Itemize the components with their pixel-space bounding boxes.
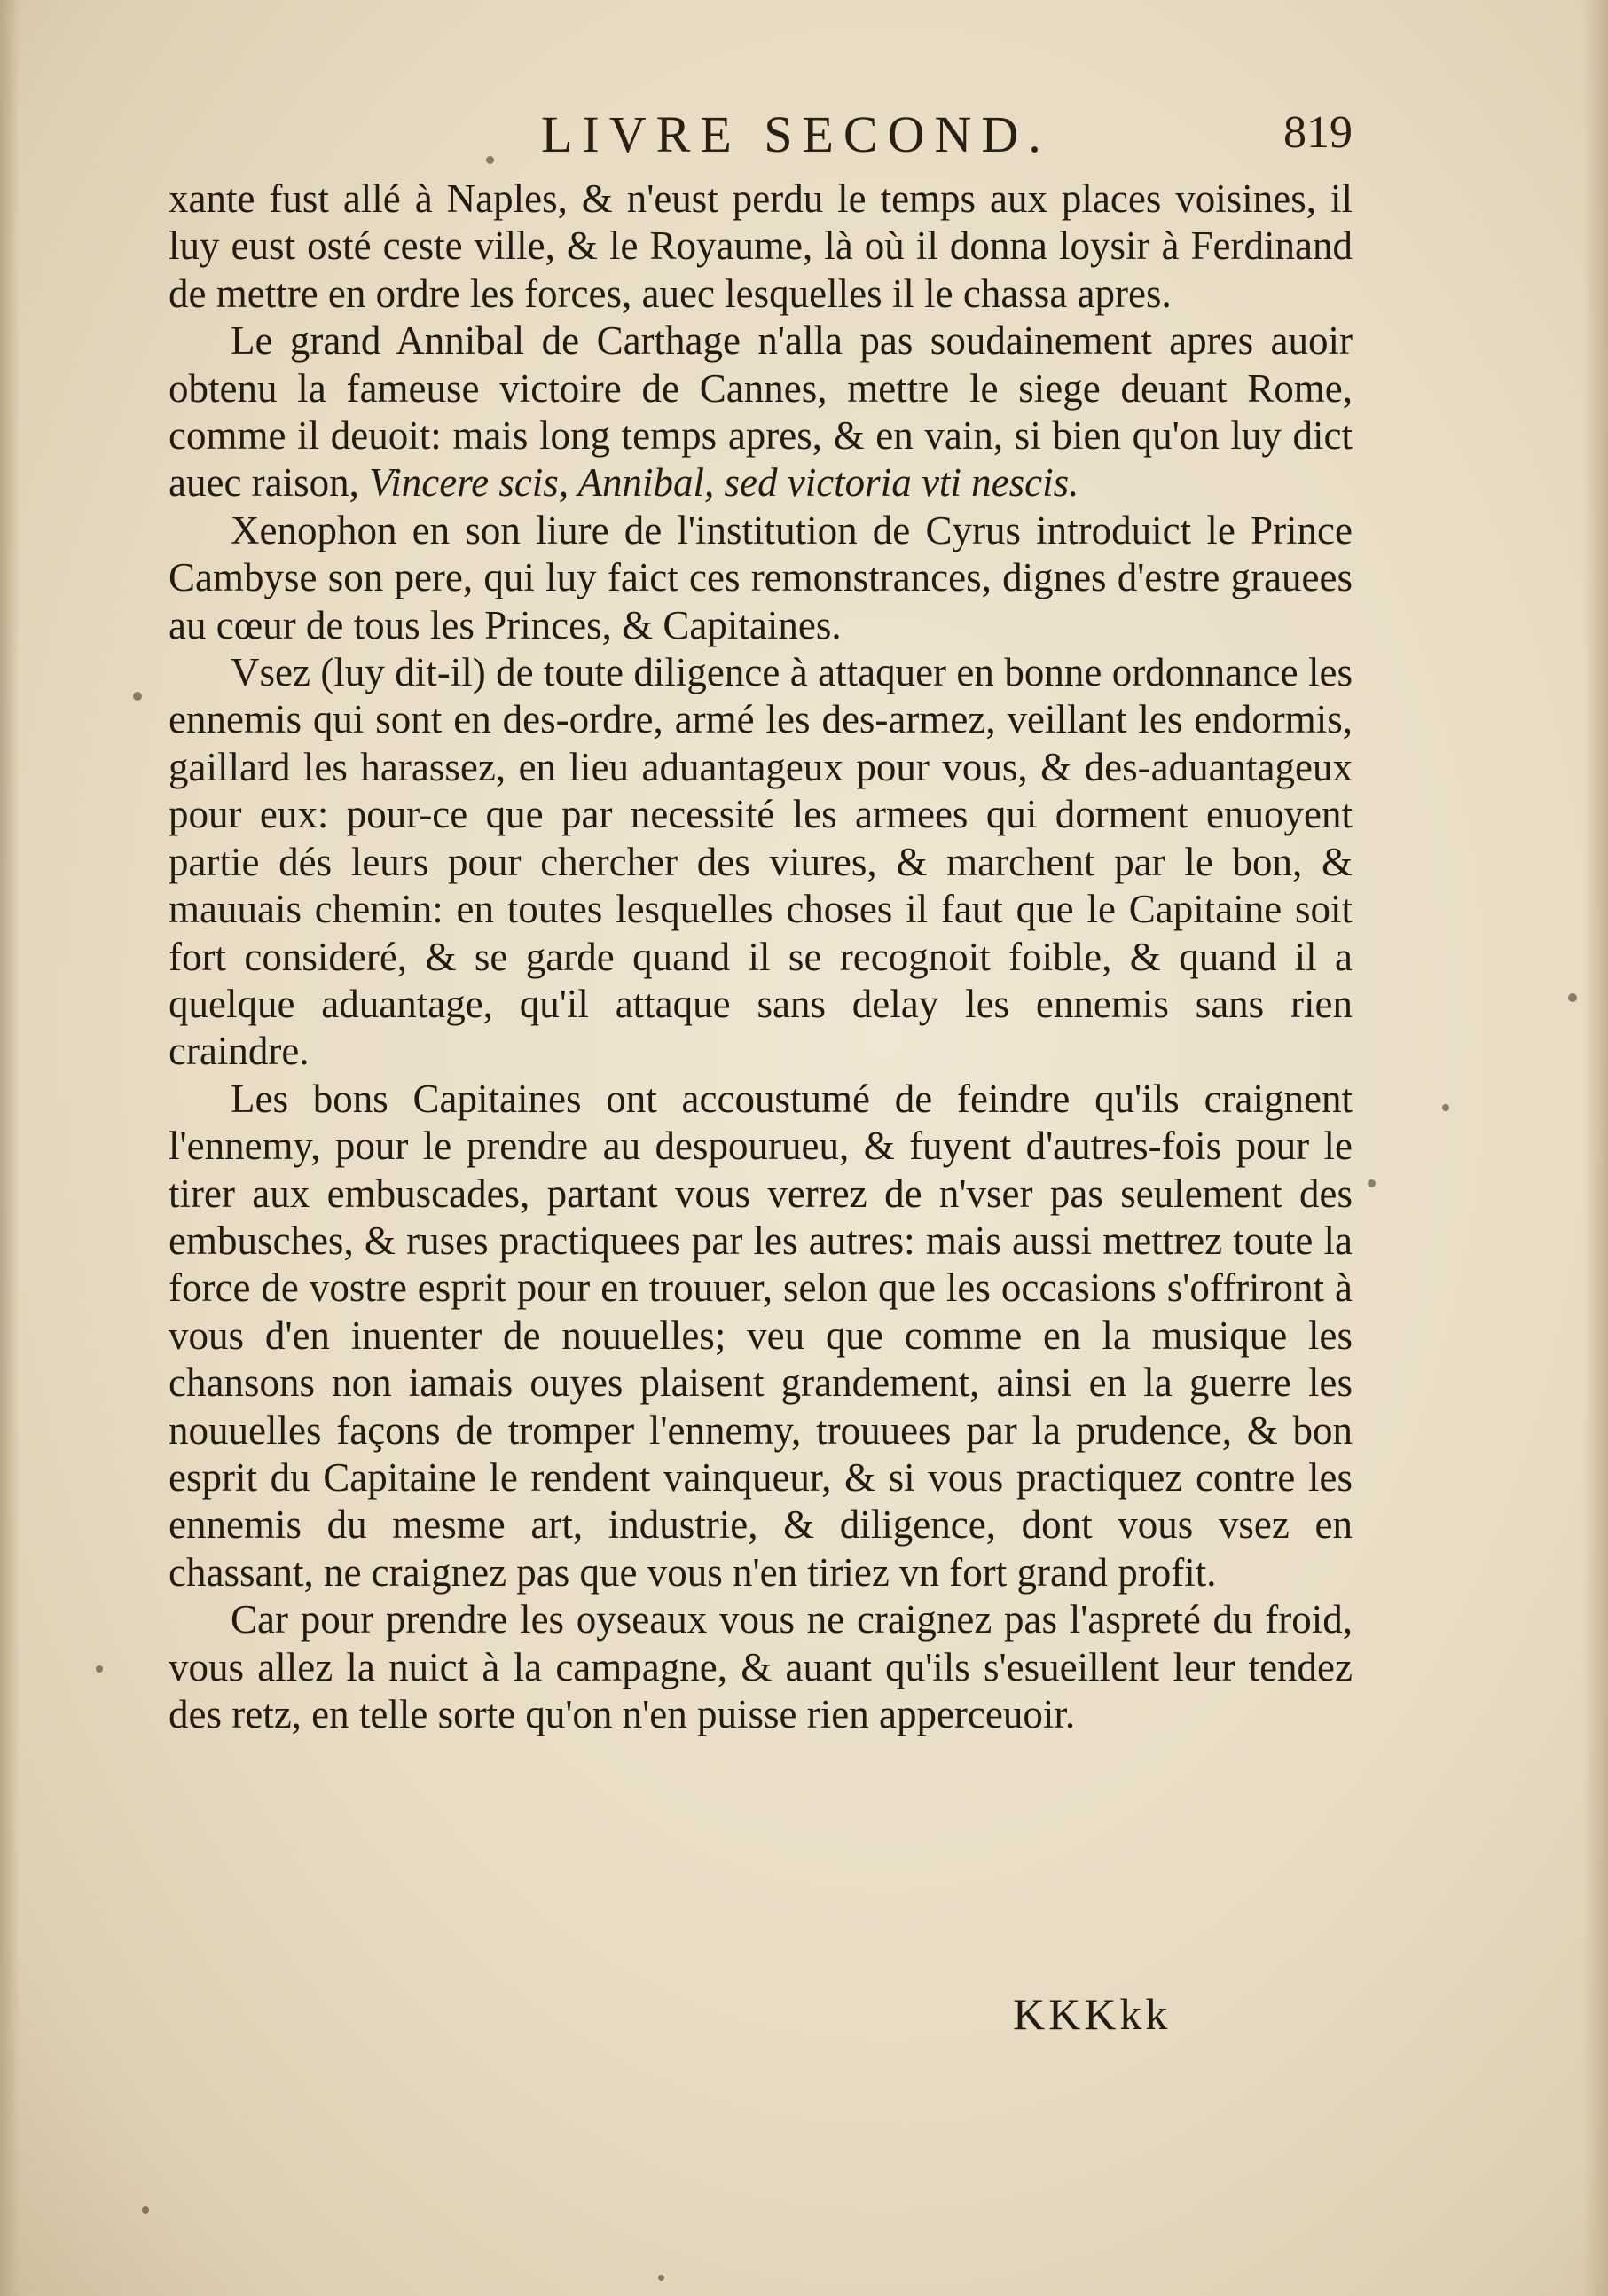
- foxing-speck: [1568, 993, 1577, 1002]
- text-segment: Les bons Capitaines ont accoustumé de feindre qu'ils craignent l'ennemy, pour le prendre au despourueu, & fuyent d'autres-fois pour le tirer aux embuscades, partant vous verrez de n'vser pas seulement des embusches, & ruses practiquees par les autres: mais aussi mettrez toute la force de vostre esprit pour en trouuer, selon que les occasions s'offriront à vous d'en inuenter de nouuelles; veu que comme en la musique les chansons non iamais ouyes plaisent grandement, ainsi en la guerre les nouuelles façons de tromper l'ennemy, trouuees par la prudence, & bon esprit du Capitaine le rendent vainqueur, & si vous practiquez contre les ennemis du mesme art, industrie, & diligence, dont vous vsez en chassant, ne craignez pas que vous n'en tiriez vn fort grand profit.: [169, 1076, 1353, 1595]
- paragraph: [169, 649, 1353, 1076]
- page-edge-shadow-right: [1583, 0, 1608, 2296]
- paragraph: [169, 317, 1353, 507]
- foxing-speck: [142, 2206, 149, 2214]
- paragraph: [169, 507, 1353, 649]
- text-segment: xante fust allé à Naples, & n'eust perdu le temps aux places voisines, il luy eust osté ceste ville, & le Royaume, là où il donna loysir à Ferdinand de mettre en ordre les forces, auec lesquelles il le chassa apres.: [169, 176, 1353, 316]
- foxing-speck: [658, 2275, 664, 2281]
- foxing-speck: [1442, 1104, 1449, 1111]
- latin-quotation: Vincere scis, Annibal, sed victoria vti nescis.: [369, 460, 1079, 505]
- text-segment: Le grand Annibal de Carthage n'alla pas soudainement apres auoir obtenu la fameuse victoire de Cannes, mettre le siege deuant Rome, comme il deuoit: mais long temps apres, & en vain, si bien qu'on luy dict auec raison,: [169, 318, 1353, 505]
- text-segment: Xenophon en son liure de l'institution de Cyrus introduict le Prince Cambyse son pere, qui luy faict ces remonstrances, dignes d'estre grauees au cœur de tous les Princes, & Capitaines.: [169, 507, 1353, 647]
- paragraph: [169, 1596, 1353, 1738]
- page-edge-shadow-left: [0, 0, 20, 2296]
- foxing-speck: [96, 1665, 103, 1673]
- page-header: [169, 99, 1353, 179]
- foxing-speck: [486, 156, 494, 164]
- text-segment: Car pour prendre les oyseaux vous ne craignez pas l'aspreté du froid, vous allez la nuict à la campagne, & auant qu'ils s'esueillent leur tendez des retz, en telle sorte qu'on n'en puisse rien apperceuoir.: [169, 1597, 1353, 1736]
- text-segment: Vsez (luy dit-il) de toute diligence à attaquer en bonne ordonnance les ennemis qui sont en des-ordre, armé les des-armez, veillant les endormis, gaillard les harassez, en lieu aduantageux pour vous, & des-aduantageux pour eux: pour-ce que par necessité les armees qui dorment enuoyent partie dés leurs pour chercher des viures, & marchent par le bon, & mauuais chemin: en toutes lesquelles choses il faut que le Capitaine soit fort consideré, & se garde quand il se recognoit foible, & quand il a quelque aduantage, qu'il attaque sans delay les ennemis sans rien craindre.: [169, 650, 1353, 1074]
- running-head: LIVRE SECOND.: [541, 106, 1051, 163]
- paragraph: [169, 1076, 1353, 1596]
- paragraph: [169, 176, 1353, 317]
- signature-catchword: KKKkk: [1013, 1989, 1172, 2039]
- foxing-speck: [133, 692, 142, 701]
- foxing-speck: [1368, 1179, 1376, 1187]
- folio-page-number: 819: [1283, 107, 1353, 158]
- body-text: [169, 176, 1353, 1738]
